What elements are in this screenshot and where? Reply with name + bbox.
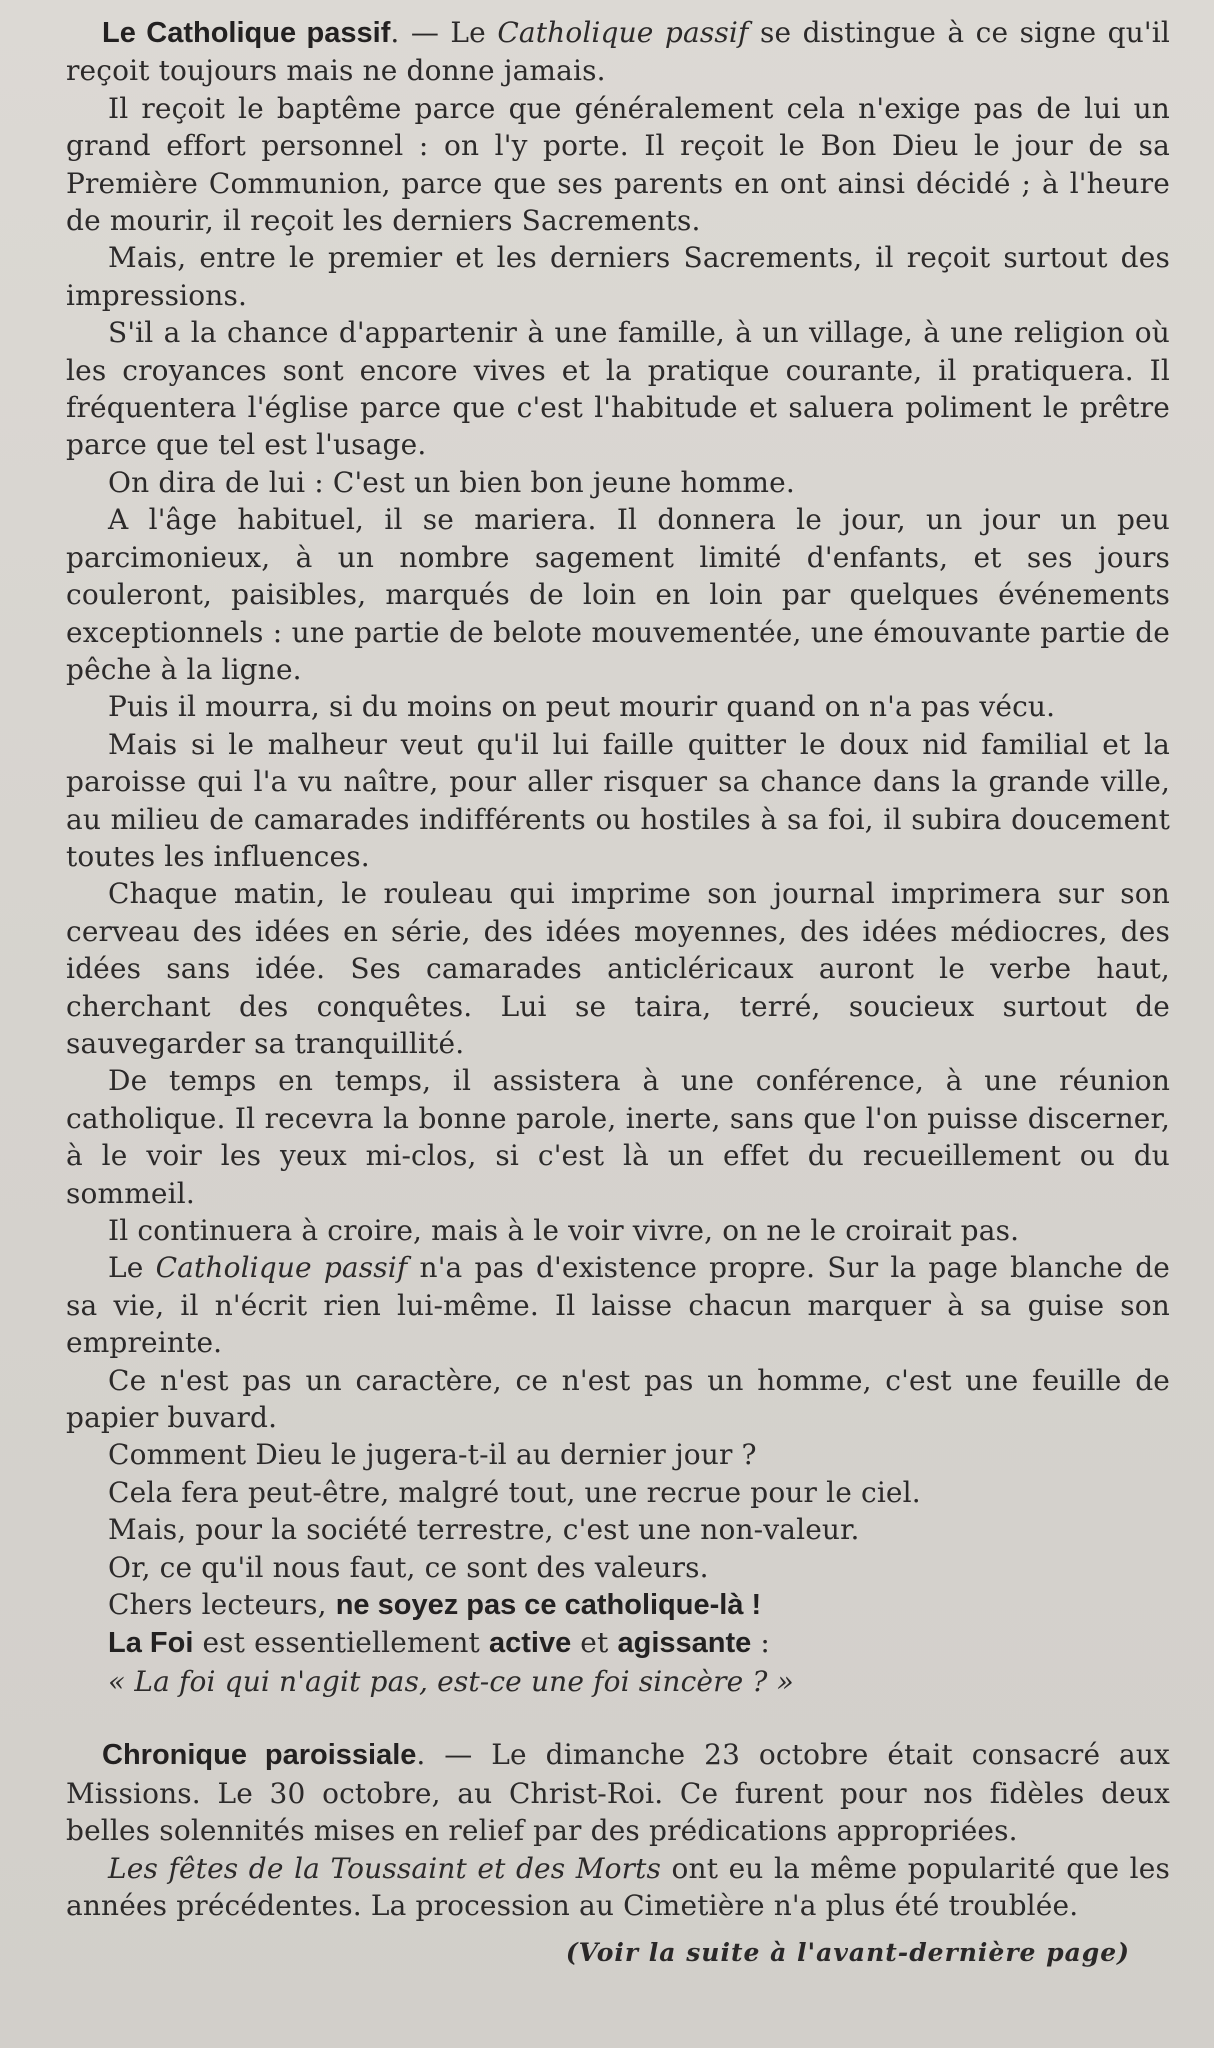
paragraph: Or, ce qu'il nous faut, ce sont des valeurs. — [108, 1550, 709, 1584]
faith-line: La Foi est essentiellement active et agissante : — [108, 1626, 770, 1660]
section-spacer — [66, 1700, 1170, 1736]
paragraph: De temps en temps, il assistera à une conférence, à une réunion catholique. Il recevra la bonne parole, inerte, sans que l'on puisse discerner, à le voir les yeux mi-clos, si c'est là un effet du recueillement ou du sommeil. — [66, 1064, 1170, 1210]
paragraph: Il reçoit le baptême parce que généralement cela n'exige pas de lui un grand effort personnel : on l'y porte. Il reçoit le Bon Dieu le jour de sa Première Communion, parce que ses parents en ont ainsi décidé ; à l'heure de mourir, il reçoit les derniers Sacrements. — [66, 91, 1170, 238]
article-catholique-passif-intro: Le Catholique passif. — Le Catholique passif se distingue à ce signe qu'il reçoit toujours mais ne donne jamais. — [66, 16, 1170, 88]
article-chronique-paroissiale: Chronique paroissiale. — Le dimanche 23 octobre était consacré aux Missions. Le 30 octobre, au Christ-Roi. Ce furent pour nos fidèles deux belles solennités mises en relief par des prédications appropriées. — [66, 1738, 1170, 1848]
article-title-catholique-passif: Le Catholique passif — [102, 17, 391, 49]
paragraph: Mais si le malheur veut qu'il lui faille quitter le doux nid familial et la paroisse qui l'a vu naître, pour aller risquer sa chance dans la grande ville, au milieu de camarades indifférents ou hostiles à sa foi, il subira doucement toutes les influences. — [66, 727, 1170, 873]
paragraph: Puis il mourra, si du moins on peut mourir quand on n'a pas vécu. — [108, 690, 1056, 724]
paragraph: Chaque matin, le rouleau qui imprime son journal imprimera sur son cerveau des idées en série, des idées moyennes, des idées médiocres, des idées sans idée. Ses camarades anticléricaux auront le verbe haut, cherchant des conquêtes. Lui se taira, terré, soucieux surtout de sauvegarder sa tranquillité. — [66, 877, 1170, 1060]
article-title-chronique: Chronique paroissiale — [102, 1739, 417, 1772]
quote-line: « La foi qui n'agit pas, est-ce une foi sincère ? » — [108, 1664, 794, 1698]
paragraph: Les fêtes de la Toussaint et des Morts ont eu la même popularité que les années précédentes. La procession au Cimetière n'a plus été troublée. — [66, 1851, 1171, 1922]
paragraph: Le Catholique passif n'a pas d'existence propre. Sur la page blanche de sa vie, il n'écrit rien lui-même. Il laisse chacun marquer à sa guise son empreinte. — [66, 1251, 1170, 1360]
paragraph: Mais, entre le premier et les derniers Sacrements, il reçoit surtout des impressions. — [66, 241, 1170, 312]
paragraph: Ce n'est pas un caractère, ce n'est pas un homme, c'est une feuille de papier buvard. — [66, 1363, 1170, 1435]
continuation-note: (Voir la suite à l'avant-dernière page) — [565, 1938, 1130, 1968]
paragraph: On dira de lui : C'est un bien bon jeune homme. — [108, 465, 795, 499]
paragraph: S'il a la chance d'appartenir à une famille, à un village, à une religion où les croyances sont encore vives et la pratique courante, il pratiquera. Il fréquentera l'église parce que c'est l'habitude et saluera poliment le prêtre parce que tel est l'usage. — [66, 316, 1170, 462]
exhortation-line: Chers lecteurs, ne soyez pas ce catholique-là ! — [108, 1588, 762, 1622]
paragraph: Mais, pour la société terrestre, c'est une non-valeur. — [108, 1513, 860, 1547]
paragraph: Cela fera peut-être, malgré tout, une recrue pour le ciel. — [108, 1475, 921, 1509]
paragraph: A l'âge habituel, il se mariera. Il donnera le jour, un jour un peu parcimonieux, à un nombre sagement limité d'enfants, et ses jours couleront, paisibles, marqués de loin en loin par quelques événements exceptionnels : une partie de belote mouvementée, une émouvante partie de pêche à la ligne. — [66, 503, 1170, 686]
paragraph: Il continuera à croire, mais à le voir vivre, on ne le croirait pas. — [108, 1214, 1020, 1247]
paragraph: Comment Dieu le jugera-t-il au dernier jour ? — [108, 1438, 757, 1472]
